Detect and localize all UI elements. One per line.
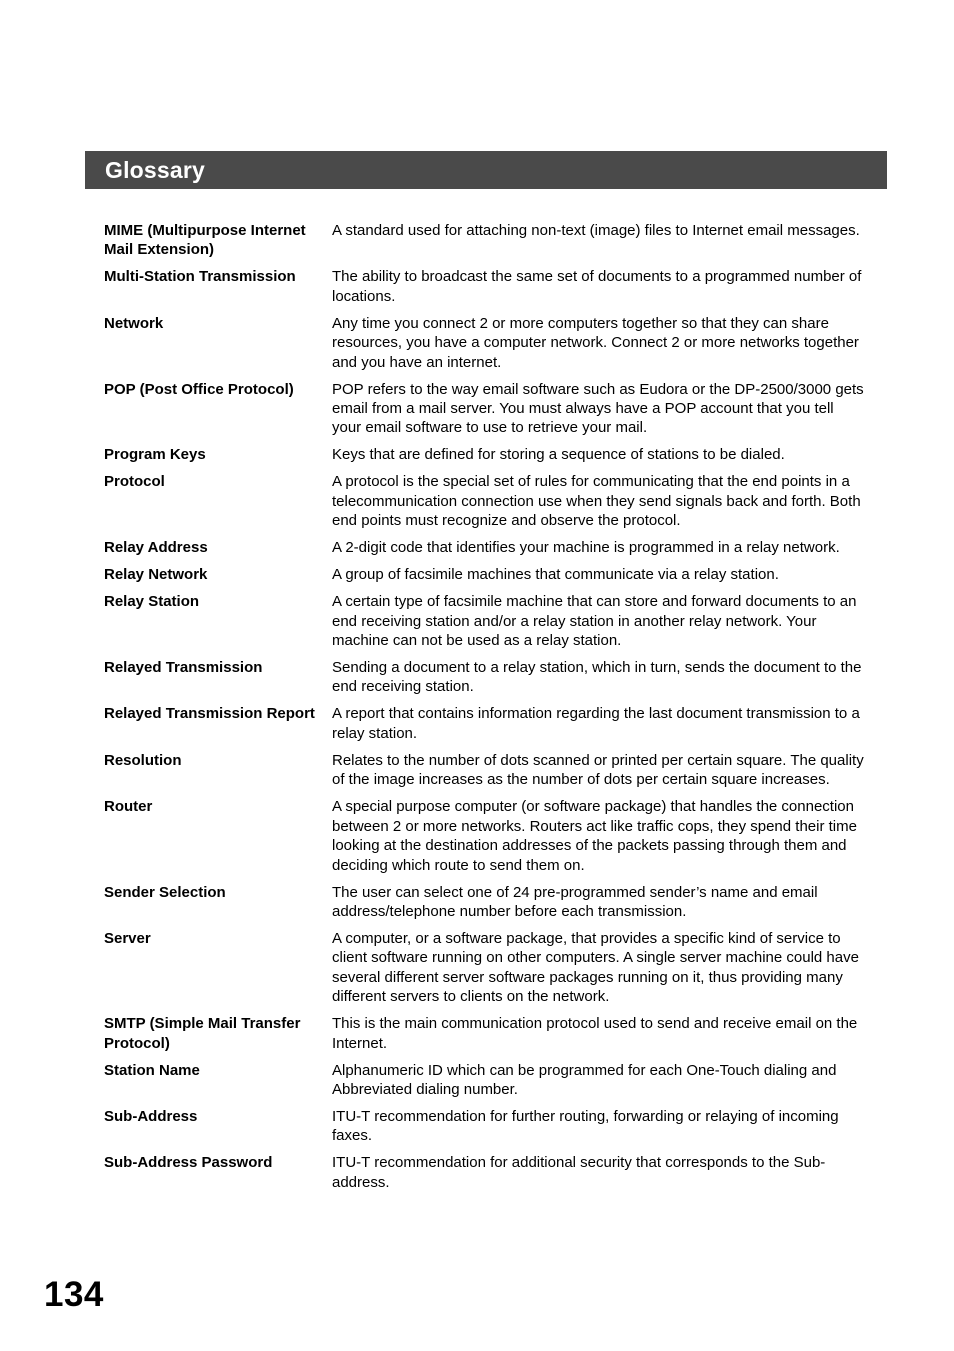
glossary-term: Resolution (104, 751, 182, 769)
glossary-header-bar (85, 151, 887, 189)
glossary-entry-sub-address (104, 1107, 864, 1146)
glossary-entry-relay-station (104, 592, 864, 650)
glossary-definition: Sending a document to a relay station, which in turn, sends the document to the end receiving station. (332, 659, 862, 696)
glossary-term: Relay Address (104, 539, 208, 557)
glossary-term: Sub-Address Password (104, 1154, 273, 1172)
glossary-entry-pop (104, 380, 864, 438)
glossary-entry-resolution (104, 751, 864, 790)
glossary-term: Multi-Station Transmission (104, 268, 296, 286)
glossary-definition: A group of facsimile machines that communicate via a relay station. (332, 566, 779, 584)
glossary-entry-program-keys (104, 445, 864, 464)
glossary-definition: ITU-T recommendation for additional security that corresponds to the Sub-address. (332, 1154, 826, 1191)
glossary-entry-sender-selection (104, 883, 864, 922)
page-title: Glossary (105, 156, 206, 183)
glossary-definition: Relates to the number of dots scanned or printed per certain square. The quality of the image increases as the number of dots per certain square increases. (332, 751, 864, 789)
glossary-definition: ITU-T recommendation for further routing, forwarding or relaying of incoming faxes. (332, 1107, 839, 1145)
glossary-term: POP (Post Office Protocol) (104, 380, 294, 398)
glossary-definition: A standard used for attaching non-text (image) files to Internet email messages. (332, 222, 860, 239)
page-number: 134 (44, 1275, 104, 1314)
glossary-definition: The user can select one of 24 pre-programmed sender’s name and email address/telephone number before each transmission. (332, 883, 818, 920)
glossary-term: Relayed Transmission Report (104, 705, 315, 723)
glossary-term: MIME (Multipurpose Internet Mail Extension) (104, 222, 306, 259)
glossary-entry-network (104, 314, 864, 372)
glossary-list (104, 221, 864, 1200)
glossary-definition: A computer, or a software package, that provides a specific kind of service to client software running on other computers. A single server machine could have several different server software packages running on it, thus providing many different servers to clients on the network. (332, 929, 859, 1006)
glossary-definition: Any time you connect 2 or more computers together so that they can share resources, you have a computer network. Connect 2 or more networks together and you have an internet. (332, 314, 859, 371)
glossary-term: Protocol (104, 473, 165, 491)
glossary-definition: A certain type of facsimile machine that can store and forward documents to an end receiving station and/or a relay station in another relay network. Your machine can not be used as a relay station. (332, 593, 857, 650)
glossary-definition: POP refers to the way email software such as Eudora or the DP-2500/3000 gets email from a mail server. You must always have a POP account that you tell your email software to use to retrieve your mail. (332, 380, 864, 437)
glossary-entry-station-name (104, 1061, 864, 1100)
glossary-entry-relayed-transmission (104, 658, 864, 697)
glossary-entry-relay-address (104, 538, 864, 557)
glossary-term: SMTP (Simple Mail Transfer Protocol) (104, 1015, 301, 1052)
glossary-term: Network (104, 314, 164, 332)
glossary-entry-mime (104, 221, 864, 260)
glossary-entry-relayed-transmission-report (104, 704, 864, 743)
glossary-definition: A 2-digit code that identifies your machine is programmed in a relay network. (332, 539, 840, 557)
glossary-term: Router (104, 798, 153, 816)
glossary-definition: A special purpose computer (or software package) that handles the connection between 2 or more networks. Routers act like traffic cops, they spend their time looking at the destination addresses of the packets passing through them and deciding which route to send them on. (332, 798, 857, 874)
glossary-entry-smtp (104, 1014, 864, 1053)
glossary-term: Sub-Address (104, 1107, 198, 1125)
glossary-entry-sub-address-password (104, 1153, 864, 1192)
glossary-entry-relay-network (104, 565, 864, 584)
glossary-term: Station Name (104, 1061, 200, 1079)
glossary-term: Server (104, 929, 151, 947)
glossary-definition: Alphanumeric ID which can be programmed for each One-Touch dialing and Abbreviated dialing number. (332, 1061, 837, 1098)
glossary-entry-server (104, 929, 864, 1007)
glossary-definition: This is the main communication protocol used to send and receive email on the Internet. (332, 1015, 858, 1052)
glossary-entry-router (104, 797, 864, 875)
glossary-term: Relay Station (104, 593, 200, 611)
glossary-definition: A report that contains information regarding the last document transmission to a relay station. (332, 705, 860, 742)
glossary-entry-protocol (104, 472, 864, 530)
glossary-definition: A protocol is the special set of rules for communicating that the end points in a telecommunication connection use when they send signals back and forth. Both end points must recognize and observe the protocol. (332, 473, 861, 530)
glossary-term: Relay Network (104, 566, 208, 584)
glossary-term: Program Keys (104, 446, 206, 464)
glossary-definition: The ability to broadcast the same set of documents to a programmed number of locations. (332, 268, 862, 305)
glossary-entry-multi-station-transmission (104, 267, 864, 306)
glossary-term: Relayed Transmission (104, 659, 263, 677)
glossary-term: Sender Selection (104, 883, 226, 901)
glossary-definition: Keys that are defined for storing a sequence of stations to be dialed. (332, 446, 785, 464)
